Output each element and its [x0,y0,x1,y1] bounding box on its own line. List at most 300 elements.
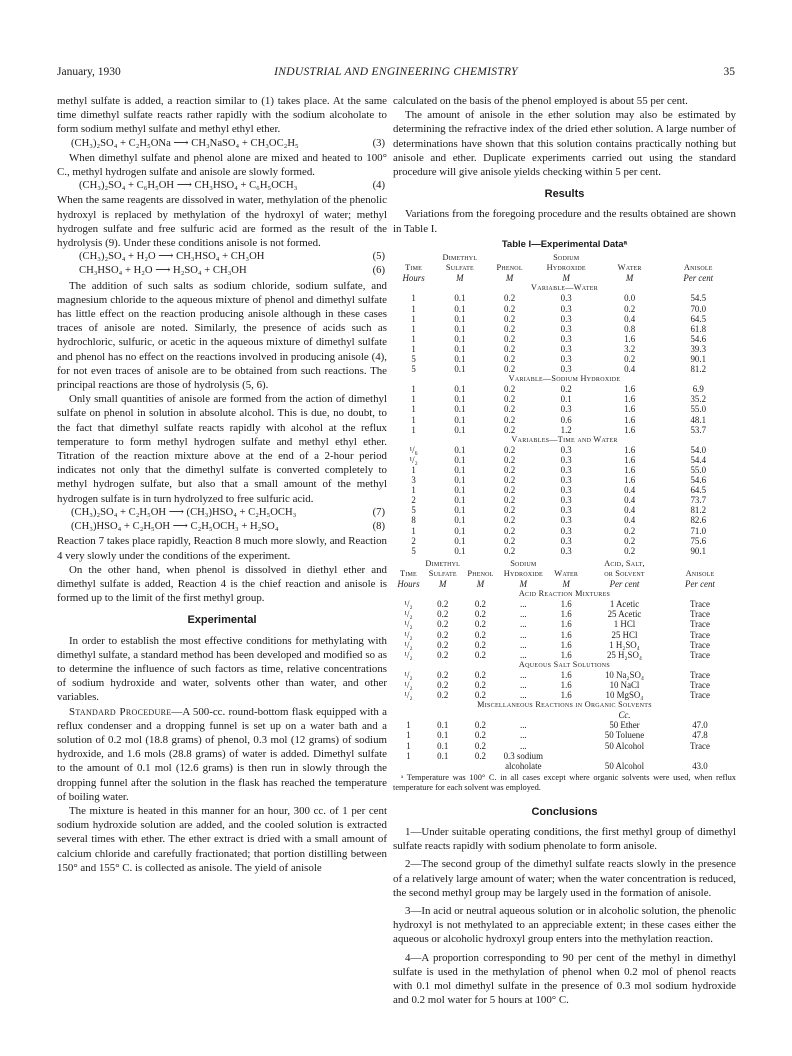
table-cell: 10 MgSO₄ [605,690,644,701]
table-row [393,536,736,546]
table-cell: ¹/₂ [404,599,413,610]
table-cell: 0.1 [454,525,466,536]
table-title: Table I—Experimental Dataᵃ [501,238,628,250]
experimental-data-table-part2 [393,559,736,771]
table-cell: 43.0 [692,760,708,771]
table-cell: Time [399,568,417,578]
table-cell: ¹/₂ [404,619,413,630]
table-cell: 0.2 [504,343,516,354]
table-cell: 0.1 [560,394,572,405]
table-cell: 47.0 [692,720,708,731]
conclusion-item: 2—The second group of the dimethyl sulfate reacts slowly in the presence of a relatively large amount of water; when the water concentration is reduced, the second methyl group may be largely used in the formation of anisole. [393,858,737,899]
table-cell: 1.6 [624,475,636,486]
table-cell: 81.2 [690,505,707,516]
table-cell: M [562,579,570,590]
table-row [393,619,736,629]
table-cell: Time [405,263,423,273]
table-cell: 0.1 [454,454,466,465]
table-group-label: Miscellaneous Reactions in Organic Solvents [477,700,652,710]
conclusion-item: 4—A proportion corresponding to 90 per cent of the methyl in dimethyl sulfate is used in the methylation of phenol when 0.2 mol of phenol reacts with 0.1 mol dimethyl sulfate in the presence of 0.3 mol sodium hydroxide and 0.2 mol water for 5 hours at 100° C. [393,951,736,1007]
table-cell: 0.2 [474,730,486,741]
paragraph: When the same reagents are dissolved in water, methylation of the phenolic hydroxyl is replaced by methylation of the hydroxyl of water; methyl hydrogen sulfate and free sulfuric acid are formed as the result of the hydrolysis (9). Under these conditions anisole is not formed. [57,194,387,250]
table-row [393,475,736,485]
table-group-label: Variable—Water [530,283,599,293]
table-cell: 1 [406,730,411,741]
table-cell: 1.6 [560,649,572,660]
table-cell: 0.3 [560,313,572,324]
equation-7: (CH₃)₂SO₄ + C₂H₅OH ⟶ (CH₃)HSO₄ + C₂H₅OCH₃ (7) [71,506,385,518]
table-cell: Anisole [685,568,715,578]
table-cell: 1 [411,485,416,496]
table-cell: Dimethyl [425,558,461,568]
table-cell: ... [519,609,527,620]
table-cell: Anisole [683,263,713,273]
table-row [393,680,736,690]
table-cell: M [625,273,634,284]
table-cell [664,559,736,569]
table-cell: 0.2 [624,353,636,364]
table-cell: 1 [411,293,416,304]
table-row [393,640,736,650]
table-cell: 1.6 [560,619,572,630]
table-cell: 1 [411,343,416,354]
table-cell: 0.2 [474,639,486,650]
table-units-row [393,579,736,589]
table-cell: 5 [411,505,416,516]
table-cell: 64.5 [690,485,707,496]
table-cell: 25 Acetic [607,609,642,620]
table-cell: 0.2 [437,649,449,660]
table-group-label: Variable—Sodium Hydroxide [508,374,621,384]
table-cell: 54.6 [690,475,707,486]
table-cell: 1 [411,384,416,395]
table-cell: 0.1 [454,485,466,496]
table-row [393,344,736,354]
table-cell: 2 [411,495,416,506]
table-cell: 1.6 [624,384,636,395]
table-row [393,304,736,314]
left-column [57,94,387,875]
table-cell: ¹/₆ [409,444,418,455]
table-cell: 1.6 [624,454,636,465]
table-cell [547,761,585,771]
table-cell: 1.6 [624,444,636,455]
equation-4: (CH₃)₂SO₄ + C₆H₅OH ⟶ CH₃HSO₄ + C₆H₅OCH₃ (4) [79,180,385,192]
table-cell: Per cent [609,579,640,590]
table-row [393,670,736,680]
table-cell: ... [519,730,527,741]
table-cell: 47.8 [692,730,708,741]
table-cell: 0.2 [474,599,486,610]
table-cell: ... [519,679,527,690]
table-cell: 64.5 [690,313,707,324]
table-cell: 0.1 [454,364,466,375]
table-cell: 0.2 [504,505,516,516]
table-cell: Trace [690,669,710,680]
table-cell: Acid, Salt, [604,558,645,568]
equation-3: (CH₃)₂SO₄ + C₂H₅ONa ⟶ CH₃NaSO₄ + CH₃OC₂H₅ (3) [71,137,385,149]
table-cell: 0.3 [560,353,572,364]
table-cell: M [505,273,514,284]
table-row [393,445,736,455]
table-cell: 50 Alcohol [604,760,645,771]
table-cell: 2 [411,535,416,546]
table-cell: 0.2 [504,495,516,506]
table-cell: 0.2 [474,690,486,701]
table-cell: 1 HCl [613,619,636,630]
table-cell: 82.6 [690,515,707,526]
experimental-data-table [393,253,736,556]
table-cell: 0.2 [504,414,516,425]
table-row [393,425,736,435]
table-cell: ... [519,619,527,630]
table-cell: 0.2 [437,639,449,650]
table-header-row [393,253,736,263]
table-cell: 0.6 [560,414,572,425]
table-row [393,546,736,556]
conclusion-item: 1—Under suitable operating conditions, the first methyl group of dimethyl sulfate reacts rapidly with sodium phenolate to form anisole. [393,826,736,853]
table-cell: 0.3 [560,475,572,486]
table-cell: 0.1 [454,475,466,486]
table-cell [393,761,424,771]
table-cell: ¹/₂ [409,454,418,465]
table-cell: 0.2 [560,384,572,395]
table-cell [661,253,737,263]
table-cell: Trace [690,690,710,701]
paragraph: The addition of such salts as sodium chloride, sodium sulfate, and magnesium chloride to the aqueous mixture of phenol and dimethyl sulfate has little effect on the reaction producing anisole although in these cases traces of anisole are noted. Similarly, the presence of acids such as hydrochloric, sulfuric, or acetic in the aqueous mixture of dimethyl sulfate and phenol has no effect on the reactions involved in producing anisole (4), for not even traces of anisole are to be obtained from such reactions. The principal reactions are those of hydrolysis (5, 6). [57,279,387,392]
table-cell: 0.3 [560,444,572,455]
table-cell: 0.2 [474,679,486,690]
table-cell [393,710,424,720]
table-cell: 73.7 [690,495,707,506]
paragraph: On the other hand, when phenol is dissolved in diethyl ether and dimethyl sulfate is added, Reaction 4 is the chief reaction and anisole is formed up to the limit of the first methyl group. [57,563,387,605]
table-cell [547,751,585,761]
table-cell: 0.2 [437,609,449,620]
table-cell [424,761,462,771]
table-cell: 25 HCl [611,629,638,640]
table-cell: 0.2 [504,364,516,375]
table-cell [393,253,434,263]
paragraph: The amount of anisole in the ether solution may also be estimated by determining the refractive index of the dried ether solution. A large number of determinations have shown that this solution contains practically nothing but anisole and ether. Duplicate experiments carried out using the standard procedure will give anisole yields checking within 5 per cent. [393,109,736,179]
table-row [393,354,736,364]
table-cell: 1.6 [624,333,636,344]
table-cell: 0.3 [560,525,572,536]
table-cell: 0.3 [560,404,572,415]
table-cell: 0.2 [474,740,486,751]
equation-8: (CH₃)HSO₄ + C₂H₅OH ⟶ C₂H₅OCH₃ + H₂SO₄ (8) [71,521,385,533]
table-cell: 0.1 [454,545,466,556]
table-cell: 0.1 [454,444,466,455]
table-cell: 0.2 [474,609,486,620]
table-cell: Hours [397,579,420,590]
table-cell: ... [519,599,527,610]
table-row [393,495,736,505]
table-cell [499,710,547,720]
table-cell [547,559,585,569]
table-cell: 0.1 [454,465,466,475]
table-cell: 0.2 [437,690,449,701]
table-cell: 1 [411,303,416,314]
paragraph: Only small quantities of anisole are formed from the action of dimethyl sulfate on phenol in solution in absolute alcohol. This is due, no doubt, to the fact that dimethyl sulfate reacts rapidly with alcohol at the reflux temperature to form methyl hydrogen sulfate and methyl ethyl ether. Titration of the reaction mixture above at the end of a 2-hour period indicates not only that the dimethyl sulfate is converted completely to methyl hydrogen sulfate, but also that a small amount of the methyl hydrogen sulfate is in turn hydrolyzed to free sulfuric acid. [57,393,387,505]
table-cell: 1.6 [560,609,572,620]
table-cell: Hydroxide [503,568,543,578]
table-cell: 54.0 [690,444,707,455]
table-cell: 0.2 [474,669,486,680]
table-cell [486,253,534,263]
table-cell: 0.2 [437,599,449,610]
table-cell: Per cent [685,579,715,590]
table-cell: ¹/₂ [404,669,413,680]
table-cell: 0.2 [504,394,516,405]
table-row [393,515,736,525]
table-cell: 0.2 [504,535,516,546]
table-cell: 10 Na₂SO₄ [604,669,644,680]
table-cell: 90.1 [690,545,707,556]
table-cell: 0.4 [624,313,636,324]
table-cell [462,559,500,569]
table-footnote: ᵃ Temperature was 100° C. in all cases except where organic solvents were used, when reflux temperature for each solvent was employed. [393,772,736,792]
table-cell: or Solvent [604,568,645,578]
table-cell [664,751,736,761]
table-cell: 81.2 [690,364,707,375]
section-heading-conclusions: Conclusions [531,805,598,818]
table-cell: 0.3 [560,364,572,375]
table-cell: 1.6 [560,599,572,610]
table-cell: 0.1 [454,394,466,405]
table-row [393,394,736,404]
table-units-row [393,710,736,720]
table-cell: Trace [690,619,710,630]
table-cell: 0.4 [624,495,636,506]
table-cell: 0.3 [560,465,572,475]
table-cell: 0.1 [454,414,466,425]
table-cell: 0.3 [560,505,572,516]
section-heading-experimental: Experimental [187,614,257,627]
table-row [393,751,736,761]
table-group-label: Aqueous Salt Solutions [518,659,611,669]
equation-6: CH₃HSO₄ + H₂O ⟶ H₂SO₄ + CH₃OH (6) [79,265,385,277]
table-cell: 0.1 [454,515,466,526]
table-cell [547,710,585,720]
paragraph: Reaction 7 takes place rapidly, Reaction 8 much more slowly, and Reaction 4 very slowly under the conditions of the experiment. [57,535,387,562]
right-column [393,94,736,1011]
table-cell: 0.2 [474,720,486,731]
table-cell: 25 H₂SO₄ [606,649,642,660]
table-cell: 1 H₂SO₄ [609,639,640,650]
table-cell: 0.2 [624,525,636,536]
table-cell: 0.3 [560,293,572,304]
table-cell: 0.0 [624,293,636,304]
table-row [393,650,736,660]
table-row [393,630,736,640]
table-cell: 0.1 [454,343,466,354]
header-journal: INDUSTRIAL AND ENGINEERING CHEMISTRY [274,66,518,78]
table-cell: 0.2 [504,384,516,395]
table-row [393,364,736,374]
table-cell: 0.1 [454,293,466,304]
table-row [393,599,736,609]
table-cell: 0.2 [504,444,516,455]
table-cell: 0.1 [454,323,466,334]
table-cell: 0.4 [624,364,636,375]
table-cell: 70.0 [690,303,707,314]
table-cell: 0.2 [504,424,516,435]
table-cell: Trace [690,679,710,690]
table-cell: 1.6 [560,679,572,690]
table-cell: 1.6 [624,414,636,425]
table-cell: ¹/₂ [404,690,413,701]
header-date: January, 1930 [57,66,121,78]
table-cell: 0.1 [454,353,466,364]
table-cell: 0.2 [437,619,449,630]
table-cell: 8 [411,515,416,526]
table-cell: Sodium [553,253,580,263]
table-cell [547,741,585,751]
table-cell: 54.6 [690,333,707,344]
table-cell: Phenol [467,568,494,578]
table-header-row [393,263,736,273]
table-cell: 50 Ether [609,720,640,731]
table-row [393,730,736,740]
table-cell: 0.2 [504,525,516,536]
table-cell: M [439,579,447,590]
table-cell: Trace [690,649,710,660]
table-cell [664,710,736,720]
table-cell: 1 [411,323,416,334]
table-cell: 1 [411,333,416,344]
table-cell: 0.2 [437,629,449,640]
table-cell: 1 [411,525,416,536]
table-cell: 0.2 [504,475,516,486]
table-cell: 0.2 [504,353,516,364]
table-cell: 0.1 [454,424,466,435]
table-cell: 5 [411,545,416,556]
table-cell: 0.3 [560,535,572,546]
conclusion-item: 3—In acid or neutral aqueous solution or in alcoholic solution, the phenolic hydroxyl is not methylated to an appreciable extent; in these cases either the aqueous or alcoholic hydroxyl group enters into the methylation reaction. [393,905,736,946]
table-cell: 1.6 [624,394,636,405]
table-cell: 1.6 [560,690,572,701]
table-cell: ... [519,720,527,731]
paragraph: When dimethyl sulfate and phenol alone are mixed and heated to 100° C., methyl hydrogen sulfate and anisole are slowly formed. [57,151,387,179]
table-cell: 0.2 [437,669,449,680]
table-cell: 35.2 [690,394,707,405]
table-cell: 55.0 [690,465,707,475]
table-cell: 0.2 [474,619,486,630]
table-cell: 48.1 [690,414,707,425]
table-row [393,690,736,700]
table-cell: 0.1 [454,535,466,546]
table-cell: 0.2 [504,303,516,314]
table-row [393,415,736,425]
table-row [393,384,736,394]
table-cell: 0.3 [560,303,572,314]
table-cell: 90.1 [690,353,707,364]
table-cell: Sodium [510,558,537,568]
table-cell [462,761,500,771]
table-cell: 0.1 [437,720,449,731]
table-cell: 1 [406,740,411,751]
table-cell: M [476,579,485,590]
table-cell: 0.4 [624,505,636,516]
table-cell: 1 [411,414,416,425]
table-cell: 0.3 [560,485,572,496]
table-cell: Water [617,263,642,273]
table-cell: 0.2 [504,333,516,344]
table-cell: 1 [411,404,416,415]
table-cell: ... [519,639,527,650]
paragraph: Variations from the foregoing procedure and the results obtained are shown in Table I. [393,208,736,235]
table-cell: 0.1 [454,495,466,506]
table-cell: 50 Toluene [604,730,645,741]
table-cell: 55.0 [690,404,707,415]
table-row [393,324,736,334]
table-cell: 0.1 [437,730,449,741]
table-cell: 5 [411,364,416,375]
table-cell: 1.6 [560,639,572,650]
table-cell: Cc. [618,710,631,721]
table-cell: 1.6 [624,404,636,415]
table-cell: 1.2 [560,424,572,435]
table-row [393,455,736,465]
table-cell: 0.2 [504,313,516,324]
table-cell [462,710,500,720]
table-cell: Phenol [496,263,523,273]
table-cell: 1 [411,394,416,405]
table-cell: 1 [411,465,416,475]
table-cell: 0.2 [504,485,516,496]
table-units-row [393,273,736,283]
table-cell: ¹/₂ [404,629,413,640]
table-cell: 0.2 [474,629,486,640]
table-cell: 0.3 [560,454,572,465]
table-cell: 61.8 [690,323,707,334]
table-row [393,761,736,771]
table-cell: 0.3 [560,323,572,334]
table-cell: 0.2 [474,649,486,660]
table-cell: 39.3 [690,343,707,354]
table-cell: Sulfate [445,263,474,273]
table-cell: 5 [411,353,416,364]
table-row [393,314,736,324]
table-cell: 0.1 [437,750,449,761]
table-cell: 0.1 [454,303,466,314]
running-header [57,66,735,80]
table-cell: 1.6 [560,669,572,680]
table-row [393,334,736,344]
table-cell: Sulfate [428,568,457,578]
table-row [393,465,736,475]
table-row [393,404,736,414]
table-cell: 0.2 [624,303,636,314]
table-cell: 3.2 [624,343,636,354]
table-cell: Per cent [683,273,714,284]
table-cell: ... [519,669,527,680]
table-cell: Hours [402,273,425,284]
table-cell: 0.2 [474,750,486,761]
table-cell: Trace [690,639,710,650]
table-cell: ¹/₂ [404,609,413,620]
header-page-number: 35 [723,66,735,78]
table-cell: M [456,273,464,284]
table-cell: 71.0 [690,525,707,536]
paragraph: In order to establish the most effective conditions for methylating with dimethyl sulfate, a standard method has been developed and modified so as to determine the influence of such factors as time, relative concentrations of sodium hydroxide and water, solvents other than water, and other variables. [57,634,387,704]
paragraph: methyl sulfate is added, a reaction similar to (1) takes place. At the same time dimethyl sulfate reacts rather rapidly with the sodium alcoholate to form sodium methyl sulfate and methyl ethyl ether. [57,95,387,136]
table-cell: 1.6 [624,465,636,475]
table-cell: 0.3 [560,333,572,344]
run-in-heading: Standard Procedure [69,705,172,718]
table-cell: 0.2 [437,679,449,690]
table-cell: 1.6 [560,629,572,640]
